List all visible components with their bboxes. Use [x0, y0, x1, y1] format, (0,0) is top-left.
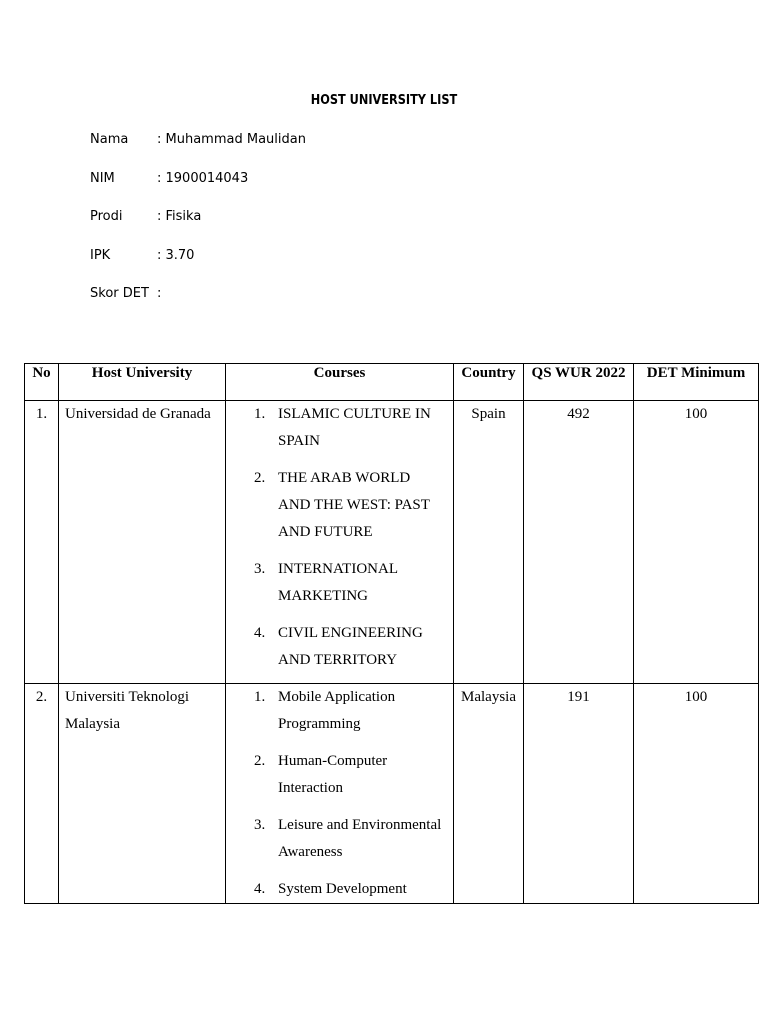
course-number: 2.: [254, 753, 266, 769]
course-number: 1.: [254, 689, 266, 705]
info-value: : 1900014043: [157, 170, 249, 186]
info-value: : 3.70: [157, 247, 195, 263]
course-item: [254, 748, 453, 802]
course-number: 4.: [254, 881, 266, 897]
header-host-university: Host University: [59, 364, 226, 401]
info-row-nama: [90, 132, 306, 171]
info-key: IPK: [90, 247, 111, 263]
header-det-minimum: DET Minimum: [634, 364, 759, 401]
table-row: [25, 684, 759, 904]
info-key: NIM: [90, 170, 115, 186]
courses-cell: [226, 684, 454, 904]
course-name: INTERNATIONAL MARKETING: [278, 561, 398, 604]
course-item: [254, 812, 453, 866]
qs-wur-rank: 492: [524, 401, 634, 684]
info-value: : Muhammad Maulidan: [157, 132, 306, 147]
header-country: Country: [454, 364, 524, 401]
country: Spain: [454, 401, 524, 684]
info-key: Prodi: [90, 209, 123, 224]
course-item: [254, 876, 453, 903]
course-list: [226, 401, 453, 674]
info-row-ipk: [90, 248, 306, 287]
course-item: [254, 620, 453, 674]
info-row-prodi: [90, 209, 306, 248]
table-header-row: [25, 364, 759, 401]
course-number: 1.: [254, 406, 266, 422]
course-number: 2.: [254, 470, 266, 486]
courses-cell: [226, 401, 454, 684]
course-item: [254, 684, 453, 738]
det-minimum: 100: [634, 684, 759, 904]
course-item: [254, 401, 453, 455]
qs-wur-rank: 191: [524, 684, 634, 904]
student-info: [90, 132, 306, 325]
info-row-nim: [90, 171, 306, 210]
row-number: 2.: [25, 684, 59, 904]
info-key: Skor DET: [90, 286, 149, 301]
course-name: ISLAMIC CULTURE IN SPAIN: [278, 406, 431, 449]
course-name: CIVIL ENGINEERING AND TERRITORY: [278, 625, 423, 668]
course-name: System Development: [278, 881, 407, 897]
course-name: Mobile Application Programming: [278, 689, 396, 732]
course-number: 3.: [254, 817, 266, 833]
info-value: :: [157, 286, 162, 301]
header-qs-wur: QS WUR 2022: [524, 364, 634, 401]
course-name: Leisure and Environmental Awareness: [278, 817, 442, 860]
host-university: Universidad de Granada: [59, 401, 226, 684]
host-university: Universiti Teknologi Malaysia: [59, 684, 226, 904]
info-row-skor-det: [90, 286, 306, 325]
course-number: 3.: [254, 561, 266, 577]
table-row: [25, 401, 759, 684]
header-no: No: [25, 364, 59, 401]
course-number: 4.: [254, 625, 266, 641]
course-name: THE ARAB WORLD AND THE WEST: PAST AND FUTURE: [278, 470, 430, 540]
page-title: HOST UNIVERSITY LIST: [310, 93, 458, 108]
info-value: : Fisika: [157, 209, 202, 224]
country: Malaysia: [454, 684, 524, 904]
det-minimum: 100: [634, 401, 759, 684]
course-item: [254, 556, 453, 610]
header-courses: Courses: [226, 364, 454, 401]
row-number: 1.: [25, 401, 59, 684]
course-item: [254, 465, 453, 546]
course-name: Human-Computer Interaction: [278, 753, 388, 796]
host-university-table: [24, 363, 759, 904]
info-key: Nama: [90, 132, 129, 147]
course-list: [226, 684, 453, 903]
